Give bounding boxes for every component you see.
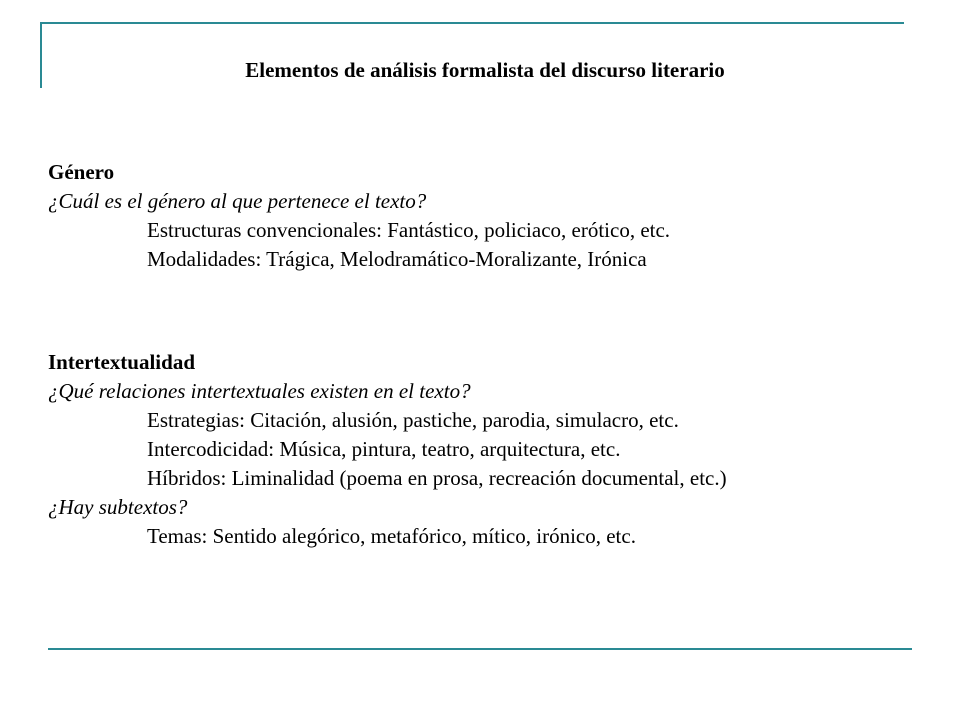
question-subtextos: ¿Hay subtextos? — [48, 495, 188, 519]
section-heading-intertextualidad: Intertextualidad — [48, 350, 195, 374]
question-genero: ¿Cuál es el género al que pertenece el texto? — [48, 189, 427, 213]
list-item: Intercodicidad: Música, pintura, teatro, arquitectura, etc. — [147, 437, 621, 461]
slide-title: Elementos de análisis formalista del discurso literario — [245, 58, 725, 82]
list-item: Temas: Sentido alegórico, metafórico, mítico, irónico, etc. — [147, 524, 636, 548]
bottom-divider-line — [48, 648, 912, 650]
list-item: Estrategias: Citación, alusión, pastiche, parodia, simulacro, etc. — [147, 408, 679, 432]
list-item: Híbridos: Liminalidad (poema en prosa, recreación documental, etc.) — [147, 466, 727, 490]
section-heading-genero: Género — [48, 160, 115, 184]
section-spacer — [48, 274, 928, 348]
question-intertextualidad: ¿Qué relaciones intertextuales existen en el texto? — [48, 379, 471, 403]
slide-body — [48, 158, 928, 551]
top-divider-line — [40, 22, 904, 24]
list-item: Modalidades: Trágica, Melodramático-Moralizante, Irónica — [147, 247, 647, 271]
list-item: Estructuras convencionales: Fantástico, policiaco, erótico, etc. — [147, 218, 671, 242]
